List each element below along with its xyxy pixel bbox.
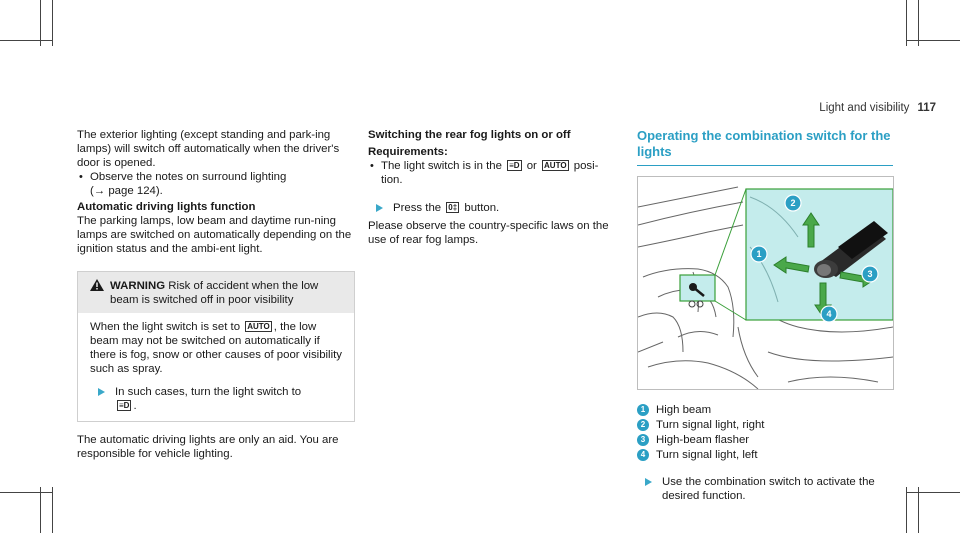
- auto-lights-heading: Automatic driving lights function: [77, 201, 256, 213]
- crop-mark: [906, 487, 907, 533]
- step-text: .: [133, 400, 137, 412]
- combination-switch-figure: [637, 176, 894, 390]
- requirement-text: The light switch is in the: [381, 160, 502, 172]
- legend-item: [637, 433, 893, 447]
- crop-mark: [906, 492, 960, 493]
- legend-text: High beam: [656, 404, 712, 416]
- fog-step: [368, 201, 618, 215]
- fog-lights-heading: Switching the rear fog lights on or off: [368, 129, 571, 141]
- auto-lights-note: The automatic driving lights are only an aid. You are responsible for vehicle lighting.: [77, 434, 339, 460]
- warning-body: [78, 313, 354, 421]
- step-text: Use the combination switch to activate the desired function.: [662, 476, 875, 502]
- warning-text-part: When the light switch is set to: [90, 321, 241, 333]
- requirement-item: [368, 159, 618, 187]
- crop-mark: [0, 492, 53, 493]
- legend-text: High-beam flasher: [656, 434, 750, 446]
- combination-switch-step: [637, 475, 893, 503]
- low-beam-symbol-icon: ≡D: [509, 161, 520, 170]
- warning-title: Risk of accident when the low beam is switched off in poor visibility: [110, 280, 319, 306]
- header-section: Light and visibility: [819, 102, 910, 114]
- svg-text:2: 2: [790, 198, 796, 208]
- step-text: In such cases, turn the light switch to: [115, 386, 302, 398]
- legend-text: Turn signal light, left: [656, 449, 758, 461]
- figure-legend: [637, 403, 893, 462]
- crop-mark: [52, 487, 53, 533]
- callout-number: 4: [637, 449, 649, 461]
- auto-lights-text: The parking lamps, low beam and daytime run-ning lamps are switched on automatically depending on the ignition status and the ambi-ent light.: [77, 215, 352, 255]
- crop-mark: [0, 40, 53, 41]
- warning-text: [90, 320, 346, 376]
- step-text: Press the: [393, 202, 442, 214]
- auto-symbol-icon: AUTO: [544, 161, 567, 170]
- svg-text:4: 4: [826, 309, 832, 319]
- column-left: [77, 128, 355, 461]
- bullet-item: [77, 170, 355, 198]
- cockpit-illustration: [638, 177, 893, 389]
- legend-item: [637, 448, 893, 462]
- callout-number: 1: [637, 404, 649, 416]
- auto-symbol-icon: AUTO: [247, 322, 270, 331]
- warning-text-part: , the low beam may not be switched on automatically if there is fog, snow or other causes of poor visibility such as spray.: [90, 321, 342, 375]
- combination-switch-heading: Operating the combination switch for the lights: [637, 128, 893, 166]
- step-arrow-icon: [376, 204, 383, 212]
- requirement-text: or: [526, 160, 537, 172]
- legend-text: Turn signal light, right: [656, 419, 765, 431]
- fog-lights-note: Please observe the country-specific laws on the use of rear fog lamps.: [368, 220, 609, 246]
- running-header: [763, 101, 936, 115]
- fog-light-symbol-icon: 0‡: [448, 203, 458, 212]
- bullet-text: Observe the notes on surround lighting: [90, 171, 287, 183]
- crop-mark: [906, 40, 960, 41]
- warning-box: [77, 271, 355, 422]
- crop-mark: [918, 487, 919, 533]
- legend-item: [637, 418, 893, 432]
- step-text: button.: [464, 202, 500, 214]
- warning-triangle-icon: [90, 279, 104, 291]
- warning-step: [90, 385, 346, 413]
- warning-header: [78, 272, 354, 313]
- requirements-label: Requirements:: [368, 146, 448, 158]
- step-arrow-icon: [645, 478, 652, 486]
- callout-number: 3: [637, 434, 649, 446]
- crop-mark: [40, 487, 41, 533]
- column-middle: [368, 128, 618, 247]
- svg-text:1: 1: [756, 249, 762, 259]
- legend-item: [637, 403, 893, 417]
- callout-number: 2: [637, 419, 649, 431]
- page-number: 117: [917, 102, 936, 114]
- column-right: [637, 128, 893, 503]
- step-arrow-icon: [98, 388, 105, 396]
- page-reference-link[interactable]: (→ page 124).: [90, 185, 163, 197]
- low-beam-symbol-icon: ≡D: [119, 401, 130, 410]
- svg-text:3: 3: [867, 269, 873, 279]
- warning-label: WARNING: [110, 280, 166, 292]
- exterior-lighting-text: The exterior lighting (except standing and park-ing lamps) will switch off automatically when the driver's door is opened.: [77, 129, 340, 169]
- requirement-text: posi-tion.: [381, 160, 599, 186]
